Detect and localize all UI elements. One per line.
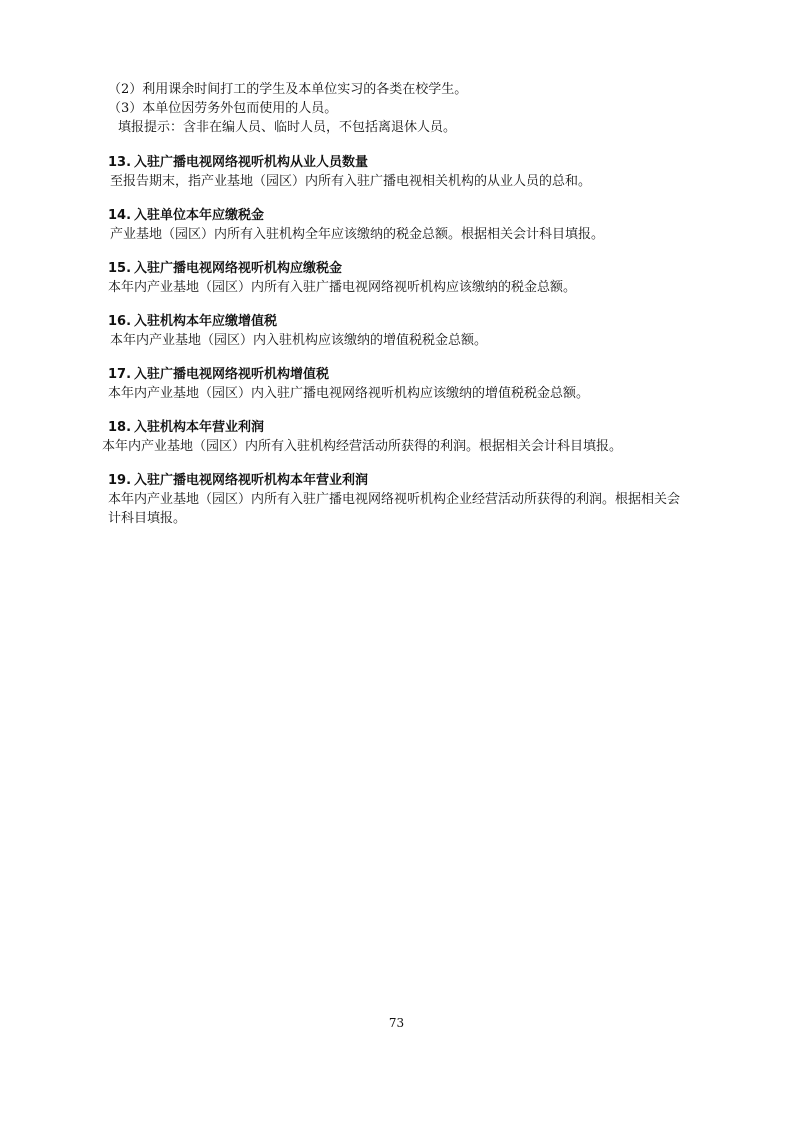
- item-16-number: 16.: [108, 314, 132, 329]
- item-18-number: 18.: [108, 420, 132, 435]
- item-16-title: 入驻机构本年应缴增值税: [134, 314, 278, 329]
- item-16-heading: [108, 314, 277, 330]
- item-19-heading: [108, 473, 368, 489]
- item-13-title: 入驻广播电视网络视听机构从业人员数量: [134, 155, 369, 170]
- item-19-desc-line-2: 计科目填报。: [108, 511, 187, 526]
- item-13-desc: 至报告期末，指产业基地（园区）内所有入驻广播电视相关机构的从业人员的总和。: [110, 174, 592, 189]
- item-17-title: 入驻广播电视网络视听机构增值税: [134, 367, 330, 382]
- item-13-number: 13.: [108, 155, 132, 170]
- item-16-desc: 本年内产业基地（园区）内入驻机构应该缴纳的增值税税金总额。: [110, 333, 488, 348]
- item-19-desc-line-1: 本年内产业基地（园区）内所有入驻广播电视网络视听机构企业经营活动所获得的利润。根据相关会: [108, 492, 681, 507]
- item-17-number: 17.: [108, 367, 132, 382]
- intro-line-1: （2）利用课余时间打工的学生及本单位实习的各类在校学生。: [108, 82, 468, 97]
- fill-hint: 填报提示：含非在编人员、临时人员，不包括离退休人员。: [118, 120, 457, 135]
- item-15-desc: 本年内产业基地（园区）内所有入驻广播电视网络视听机构应该缴纳的税金总额。: [108, 280, 577, 295]
- item-19-title: 入驻广播电视网络视听机构本年营业利润: [134, 473, 369, 488]
- item-15-heading: [108, 261, 342, 277]
- item-14-heading: [108, 208, 264, 224]
- item-17-desc: 本年内产业基地（园区）内入驻广播电视网络视听机构应该缴纳的增值税税金总额。: [108, 386, 590, 401]
- item-18-title: 入驻机构本年营业利润: [134, 420, 265, 435]
- item-17-heading: [108, 367, 329, 383]
- item-14-desc: 产业基地（园区）内所有入驻机构全年应该缴纳的税金总额。根据相关会计科目填报。: [110, 227, 605, 242]
- item-13-heading: [108, 155, 368, 171]
- item-19-number: 19.: [108, 473, 132, 488]
- item-18-heading: [108, 420, 264, 436]
- item-15-title: 入驻广播电视网络视听机构应缴税金: [134, 261, 343, 276]
- item-18-desc: 本年内产业基地（园区）内所有入驻机构经营活动所获得的利润。根据相关会计科目填报。: [102, 439, 623, 454]
- item-14-title: 入驻单位本年应缴税金: [134, 208, 265, 223]
- intro-line-2: （3）本单位因劳务外包而使用的人员。: [108, 101, 338, 116]
- item-14-number: 14.: [108, 208, 132, 223]
- page-number: 73: [388, 1016, 405, 1030]
- item-15-number: 15.: [108, 261, 132, 276]
